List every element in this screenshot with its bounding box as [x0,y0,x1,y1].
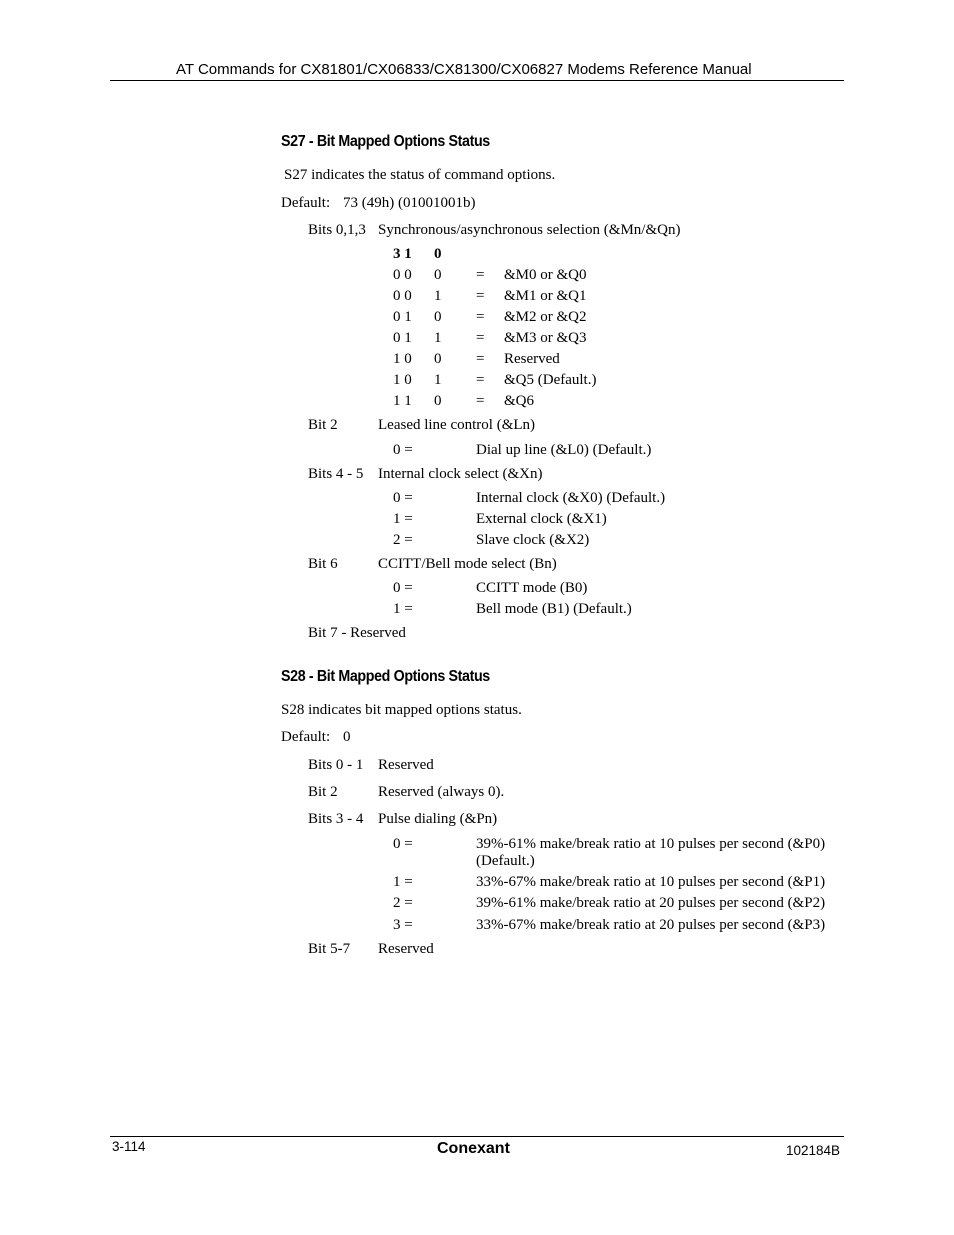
s27-default-value: 73 (49h) (01001001b) [343,195,476,211]
s28-bits01-label: Bits 0 - 1 [308,757,364,773]
s27-bit6-desc: CCITT/Bell mode select (Bn) [378,556,557,572]
table-cell: 1 [434,372,442,388]
s28-default-label: Default: [281,729,331,745]
s27-heading: S27 - Bit Mapped Options Status [281,133,490,150]
s27-bits013-desc: Synchronous/asynchronous selection (&Mn/&Qn) [378,222,681,238]
header-rule [110,80,844,81]
s27-bit7: Bit 7 - Reserved [308,625,406,641]
s27-bits45-value: Internal clock (&X0) (Default.) [476,490,666,506]
table-cell: 0 0 [393,267,412,283]
s27-bits45-label: Bits 4 - 5 [308,466,364,482]
s28-bits34-value: 33%-67% make/break ratio at 10 pulses per second (&P1) [476,874,826,890]
table-cell: = [476,267,485,283]
s28-bits34-label: Bits 3 - 4 [308,811,364,827]
s28-bits34-value: 39%-61% make/break ratio at 20 pulses per second (&P2) [476,895,826,911]
table-cell: = [476,309,485,325]
footer-rule [110,1136,844,1137]
table-cell: 0 0 [393,288,412,304]
s27-bit6-key: 1 = [393,601,413,617]
table-cell: 1 0 [393,372,412,388]
table-cell: 0 1 [393,309,412,325]
s28-bits34-key: 2 = [393,895,413,911]
footer-doc-number: 102184B [786,1143,841,1158]
table-cell: = [476,330,485,346]
s27-bit2-desc: Leased line control (&Ln) [378,417,536,433]
s28-heading: S28 - Bit Mapped Options Status [281,668,490,685]
table-cell: 0 [434,393,442,409]
s28-bit2-label: Bit 2 [308,784,338,800]
s27-bit2-label: Bit 2 [308,417,338,433]
s27-bits45-key: 0 = [393,490,413,506]
s27-description: S27 indicates the status of command options. [284,167,556,183]
s28-bits01-desc: Reserved [378,757,434,773]
table-cell: 0 [434,351,442,367]
s28-default-value: 0 [343,729,351,745]
table-cell: 1 1 [393,393,412,409]
s27-default-label: Default: [281,195,331,211]
s28-bits34-key: 0 = [393,836,413,852]
footer-page-number: 3-114 [112,1139,146,1154]
s27-bits45-value: Slave clock (&X2) [476,532,590,548]
s27-bit2-key: 0 = [393,442,413,458]
s27-bit6-key: 0 = [393,580,413,596]
s27-bits45-key: 2 = [393,532,413,548]
table-cell: &Q6 [504,393,534,409]
table-cell: 1 0 [393,351,412,367]
s27-col-head-31: 3 1 [393,246,412,262]
table-cell: = [476,372,485,388]
s27-bits45-key: 1 = [393,511,413,527]
s27-bit6-value: CCITT mode (B0) [476,580,588,596]
s27-bit6-value: Bell mode (B1) (Default.) [476,601,632,617]
table-cell: &Q5 (Default.) [504,372,597,388]
s27-bit6-label: Bit 6 [308,556,338,572]
table-cell: &M2 or &Q2 [504,309,587,325]
s28-bits34-value-cont: (Default.) [476,853,535,869]
s28-description: S28 indicates bit mapped options status. [281,702,522,718]
s28-bits34-value: 39%-61% make/break ratio at 10 pulses per second (&P0) [476,836,826,852]
s28-bits34-value: 33%-67% make/break ratio at 20 pulses per second (&P3) [476,917,826,933]
table-cell: 0 [434,309,442,325]
table-cell: 0 1 [393,330,412,346]
table-cell: Reserved [504,351,560,367]
s28-bits34-key: 1 = [393,874,413,890]
table-cell: 1 [434,288,442,304]
s27-bits45-desc: Internal clock select (&Xn) [378,466,543,482]
s27-bits45-value: External clock (&X1) [476,511,607,527]
s27-bits013-label: Bits 0,1,3 [308,222,366,238]
table-cell: &M3 or &Q3 [504,330,587,346]
table-cell: &M1 or &Q1 [504,288,587,304]
table-cell: 1 [434,330,442,346]
header-title: AT Commands for CX81801/CX06833/CX81300/CX06827 Modems Reference Manual [176,61,752,78]
s28-bit2-desc: Reserved (always 0). [378,784,505,800]
footer-company: Conexant [437,1140,510,1157]
table-cell: 0 [434,267,442,283]
s28-bits57-label: Bit 5-7 [308,941,351,957]
table-cell: &M0 or &Q0 [504,267,587,283]
table-cell: = [476,288,485,304]
s27-col-head-0: 0 [434,246,442,262]
s28-bits34-desc: Pulse dialing (&Pn) [378,811,498,827]
table-cell: = [476,351,485,367]
table-cell: = [476,393,485,409]
s28-bits57-desc: Reserved [378,941,434,957]
s28-bits34-key: 3 = [393,917,413,933]
s27-bit2-value: Dial up line (&L0) (Default.) [476,442,652,458]
